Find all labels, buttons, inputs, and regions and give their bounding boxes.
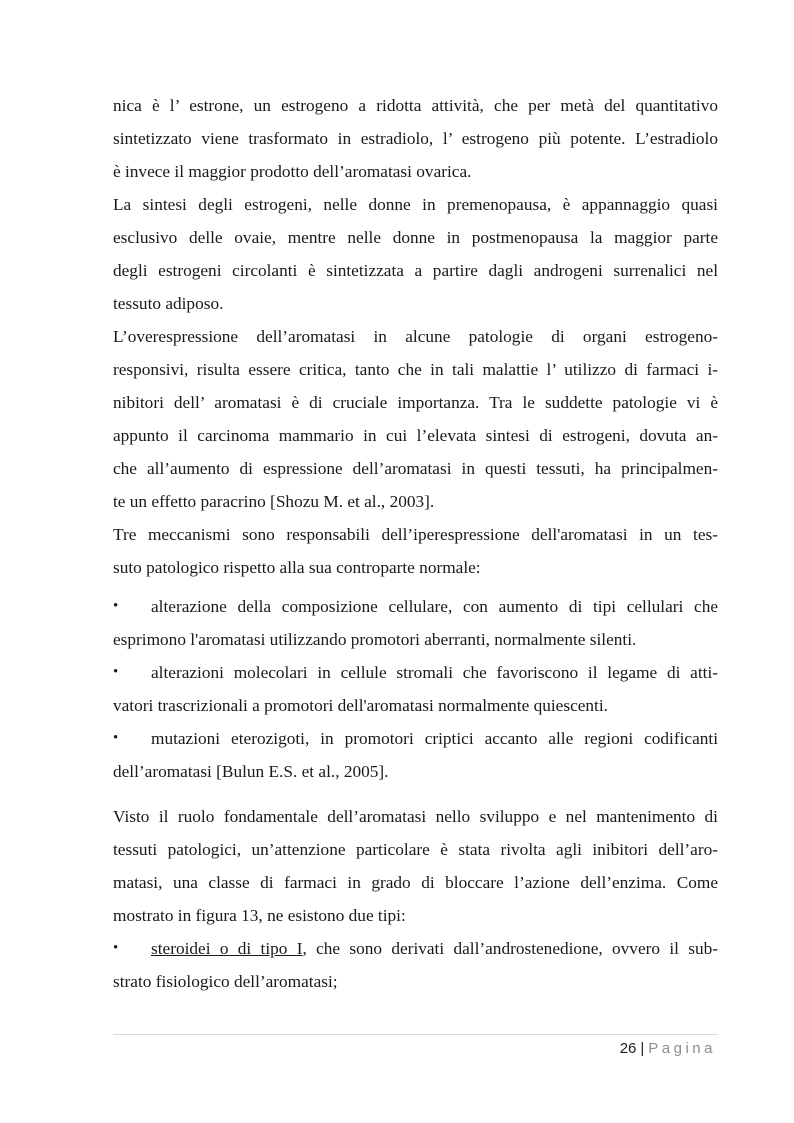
text-line: tessuto adiposo. [113, 294, 224, 313]
text-line: esclusivo delle ovaie, mentre nelle donne in postmenopausa la maggior parte [113, 228, 718, 247]
bullet-marker: • [113, 664, 119, 680]
page-number: 26 [619, 1040, 637, 1057]
page-footer [620, 1037, 716, 1061]
list-item-line: esprimono l'aromatasi utilizzando promotori aberranti, normalmente silenti. [113, 630, 637, 649]
footer-divider [113, 1034, 718, 1035]
text-line: degli estrogeni circolanti è sintetizzata a partire dagli androgeni surrenalici nel [113, 261, 718, 280]
text-line: responsivi, risulta essere critica, tanto che in tali malattie l’ utilizzo di farmaci i- [113, 360, 718, 379]
text-line: suto patologico rispetto alla sua controparte normale: [113, 558, 481, 577]
list-item-line: mutazioni eterozigoti, in promotori criptici accanto alle regioni codificanti [151, 729, 718, 748]
list-item-text: , che sono derivati dall’androstenedione, ovvero il sub- [302, 939, 718, 958]
text-line: L’overespressione dell’aromatasi in alcune patologie di organi estrogeno- [113, 327, 718, 346]
bullet-marker: • [113, 940, 119, 956]
text-line: appunto il carcinoma mammario in cui l’elevata sintesi di estrogeni, dovuta an- [113, 426, 718, 445]
text-line: Visto il ruolo fondamentale dell’aromatasi nello sviluppo e nel mantenimento di [113, 807, 718, 826]
page-label: Pagina [648, 1040, 716, 1057]
text-line: sintetizzato viene trasformato in estradiolo, l’ estrogeno più potente. L’estradiolo [113, 129, 718, 148]
list-item-line [151, 932, 718, 965]
text-line: matasi, una classe di farmaci in grado di bloccare l’azione dell’enzima. Come [113, 873, 718, 892]
list-item-line: vatori trascrizionali a promotori dell'aromatasi normalmente quiescenti. [113, 696, 608, 715]
text-line: La sintesi degli estrogeni, nelle donne in premenopausa, è appannaggio quasi [113, 195, 718, 214]
text-line: tessuti patologici, un’attenzione particolare è stata rivolta agli inibitori dell’aro- [113, 840, 718, 859]
list-item-line: alterazione della composizione cellulare, con aumento di tipi cellulari che [151, 597, 718, 616]
list-item-line: strato fisiologico dell’aromatasi; [113, 972, 338, 991]
text-line: mostrato in figura 13, ne esistono due tipi: [113, 906, 406, 925]
text-line: nica è l’ estrone, un estrogeno a ridotta attività, che per metà del quantitativo [113, 96, 718, 115]
bullet-marker: • [113, 730, 119, 746]
text-line: è invece il maggior prodotto dell’aromatasi ovarica. [113, 162, 472, 181]
text-line: te un effetto paracrino [Shozu M. et al., 2003]. [113, 492, 435, 511]
list-item-line: dell’aromatasi [Bulun E.S. et al., 2005]. [113, 762, 389, 781]
footer-separator: | [640, 1040, 645, 1057]
underlined-term: steroidei o di tipo I [151, 939, 303, 958]
text-line: nibitori dell’ aromatasi è di cruciale importanza. Tra le suddette patologie vi è [113, 393, 718, 412]
text-line: che all’aumento di espressione dell’aromatasi in questi tessuti, ha principalmen- [113, 459, 718, 478]
list-item-line: alterazioni molecolari in cellule stromali che favoriscono il legame di atti- [151, 663, 718, 682]
bullet-marker: • [113, 598, 119, 614]
text-line: Tre meccanismi sono responsabili dell’iperespressione dell'aromatasi in un tes- [113, 525, 718, 544]
